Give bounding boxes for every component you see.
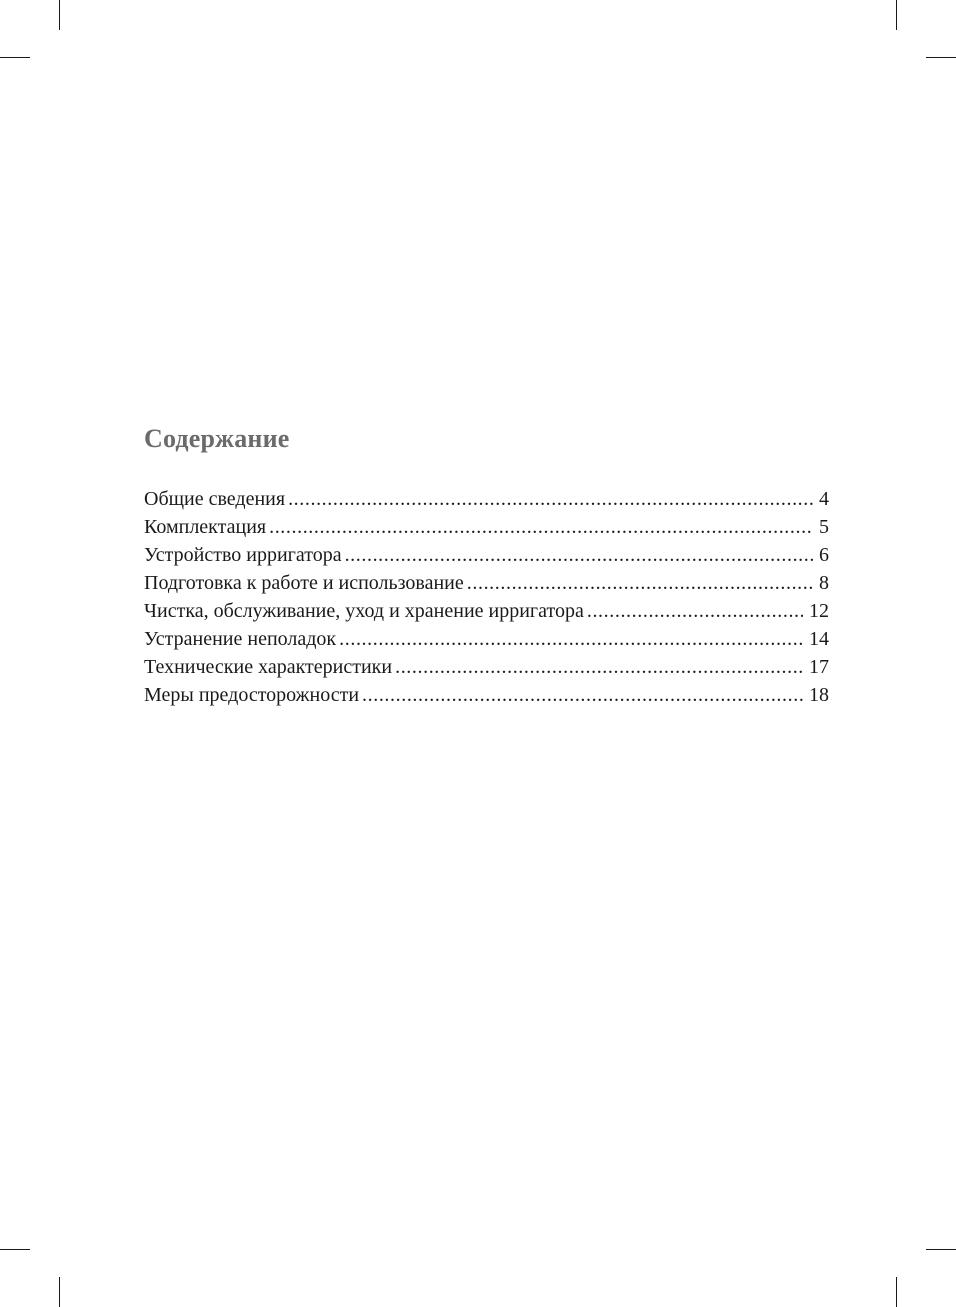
toc-entry-page: 4 <box>819 488 829 510</box>
toc-entry-page: 12 <box>809 600 829 622</box>
toc-leader-dots <box>362 681 803 709</box>
crop-mark-bottom-left-horizontal <box>0 1249 30 1250</box>
toc-leader-dots <box>345 541 813 569</box>
toc-entry[interactable] <box>144 625 829 653</box>
crop-mark-top-right-horizontal <box>926 57 956 58</box>
toc-leader-dots <box>587 597 803 625</box>
toc-entry-page: 18 <box>809 684 829 706</box>
toc-entry-title: Технические характеристики <box>144 656 393 678</box>
toc-entry-page: 17 <box>809 656 829 678</box>
toc-entry[interactable] <box>144 569 829 597</box>
toc-entry[interactable] <box>144 653 829 681</box>
toc-entry[interactable] <box>144 485 829 513</box>
toc-entry-title: Комплектация <box>144 516 267 538</box>
toc-leader-dots <box>395 653 803 681</box>
crop-mark-top-right-vertical <box>896 0 897 30</box>
toc-entry-title: Устройство ирригатора <box>144 544 342 566</box>
crop-mark-top-left-vertical <box>59 0 60 30</box>
toc-entry-title: Чистка, обслуживание, уход и хранение ирригатора <box>144 600 584 622</box>
crop-mark-bottom-left-vertical <box>59 1277 60 1307</box>
crop-mark-bottom-right-horizontal <box>926 1249 956 1250</box>
crop-mark-top-left-horizontal <box>0 57 30 58</box>
toc-leader-dots <box>269 513 813 541</box>
toc-entry-page: 14 <box>809 628 829 650</box>
toc-entry[interactable] <box>144 541 829 569</box>
page-title: Содержание <box>144 424 290 453</box>
crop-mark-bottom-right-vertical <box>896 1277 897 1307</box>
toc-entry-page: 5 <box>819 516 829 538</box>
toc-entry-title: Общие сведения <box>144 488 286 510</box>
toc-entry-page: 8 <box>819 572 829 594</box>
toc-entry[interactable] <box>144 513 829 541</box>
toc-entry-title: Меры предосторожности <box>144 684 360 706</box>
toc-entry-title: Подготовка к работе и использование <box>144 572 464 594</box>
toc-entry-title: Устранение неполадок <box>144 628 337 650</box>
toc-leader-dots <box>467 569 813 597</box>
table-of-contents <box>144 485 829 709</box>
toc-entry[interactable] <box>144 597 829 625</box>
toc-leader-dots <box>339 625 803 653</box>
toc-entry-page: 6 <box>819 544 829 566</box>
toc-leader-dots <box>288 485 813 513</box>
toc-entry[interactable] <box>144 681 829 709</box>
